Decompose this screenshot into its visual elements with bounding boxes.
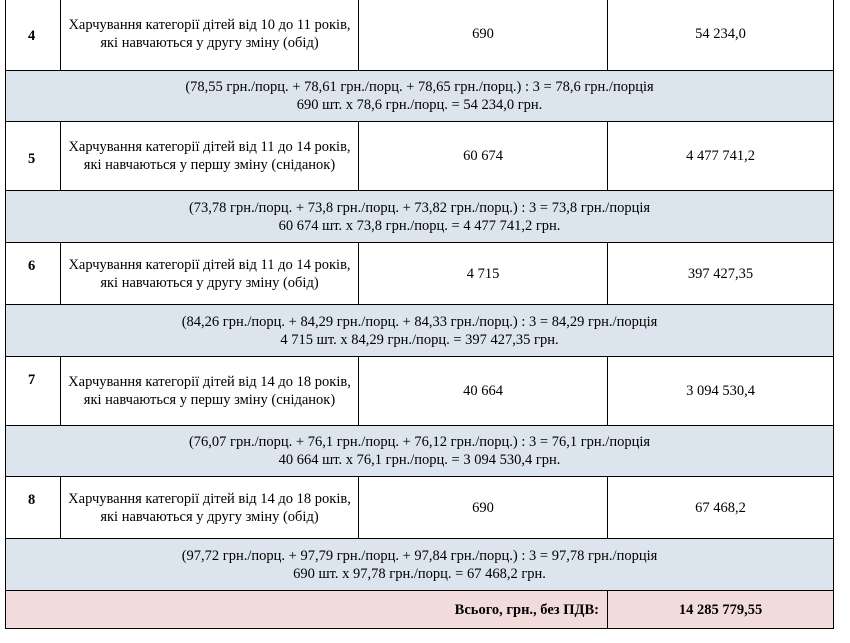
item-description: Харчування категорії дітей від 11 до 14 років, які навчаються у першу зміну (сніданок)	[61, 122, 359, 191]
calculation-total-line: 4 715 шт. х 84,29 грн./порц. = 397 427,35 грн.	[280, 331, 559, 348]
calculation-average-line: (73,78 грн./порц. + 73,8 грн./порц. + 73,82 грн./порц.) : 3 = 73,8 грн./порція	[188, 199, 651, 216]
calculation-row	[6, 191, 834, 243]
calculation-row	[6, 305, 834, 357]
calculation-total-line: 690 шт. х 78,6 грн./порц. = 54 234,0 грн.	[296, 97, 543, 113]
item-sum: 67 468,2	[608, 477, 834, 539]
calculation-total-line: 40 664 шт. х 76,1 грн./порц. = 3 094 530,4 грн.	[278, 452, 561, 468]
item-quantity: 40 664	[359, 357, 608, 426]
item-description: Харчування категорії дітей від 14 до 18 років, які навчаються у першу зміну (сніданок)	[61, 357, 359, 426]
table-row	[6, 122, 834, 191]
total-label: Всього, грн., без ПДВ:	[6, 591, 608, 629]
calculation-row	[6, 71, 834, 122]
calculation-row	[6, 539, 834, 591]
table-row	[6, 357, 834, 426]
item-sum: 3 094 530,4	[608, 357, 834, 426]
item-quantity: 690	[359, 0, 608, 71]
table-row	[6, 243, 834, 305]
calculation-cell	[6, 539, 834, 591]
calculation-cell	[6, 71, 834, 122]
item-sum: 4 477 741,2	[608, 122, 834, 191]
item-quantity: 60 674	[359, 122, 608, 191]
total-value: 14 285 779,55	[608, 591, 834, 629]
calculation-cell	[6, 191, 834, 243]
calculation-total-line: 690 шт. х 97,78 грн./порц. = 67 468,2 грн.	[293, 565, 546, 582]
table-row	[6, 477, 834, 539]
item-sum: 54 234,0	[608, 0, 834, 71]
calculation-average-line: (76,07 грн./порц. + 76,1 грн./порц. + 76,12 грн./порц.) : 3 = 76,1 грн./порція	[188, 434, 651, 450]
calculation-average-line: (78,55 грн./порц. + 78,61 грн./порц. + 78,65 грн./порц.) : 3 = 78,6 грн./порція	[185, 79, 654, 95]
item-sum: 397 427,35	[608, 243, 834, 305]
item-quantity: 690	[359, 477, 608, 539]
total-row	[6, 591, 834, 629]
calculation-row	[6, 426, 834, 477]
calculation-total-line: 60 674 шт. х 73,8 грн./порц. = 4 477 741,2 грн.	[278, 217, 561, 234]
row-number: 5	[6, 122, 61, 191]
calculation-cell	[6, 426, 834, 477]
row-number: 4	[6, 0, 61, 71]
row-number: 8	[6, 477, 61, 539]
row-number: 6	[6, 243, 61, 305]
budget-table	[5, 0, 834, 629]
calculation-average-line: (84,26 грн./порц. + 84,29 грн./порц. + 84,33 грн./порц.) : 3 = 84,29 грн./порція	[181, 313, 658, 330]
item-description: Харчування категорії дітей від 14 до 18 років, які навчаються у другу зміну (обід)	[61, 477, 359, 539]
table-row	[6, 0, 834, 71]
calculation-average-line: (97,72 грн./порц. + 97,79 грн./порц. + 97,84 грн./порц.) : 3 = 97,78 грн./порція	[181, 547, 658, 564]
item-description: Харчування категорії дітей від 10 до 11 років, які навчаються у другу зміну (обід)	[61, 0, 359, 71]
calculation-cell	[6, 305, 834, 357]
row-number: 7	[6, 357, 61, 426]
item-description: Харчування категорії дітей від 11 до 14 років, які навчаються у другу зміну (обід)	[61, 243, 359, 305]
item-quantity: 4 715	[359, 243, 608, 305]
